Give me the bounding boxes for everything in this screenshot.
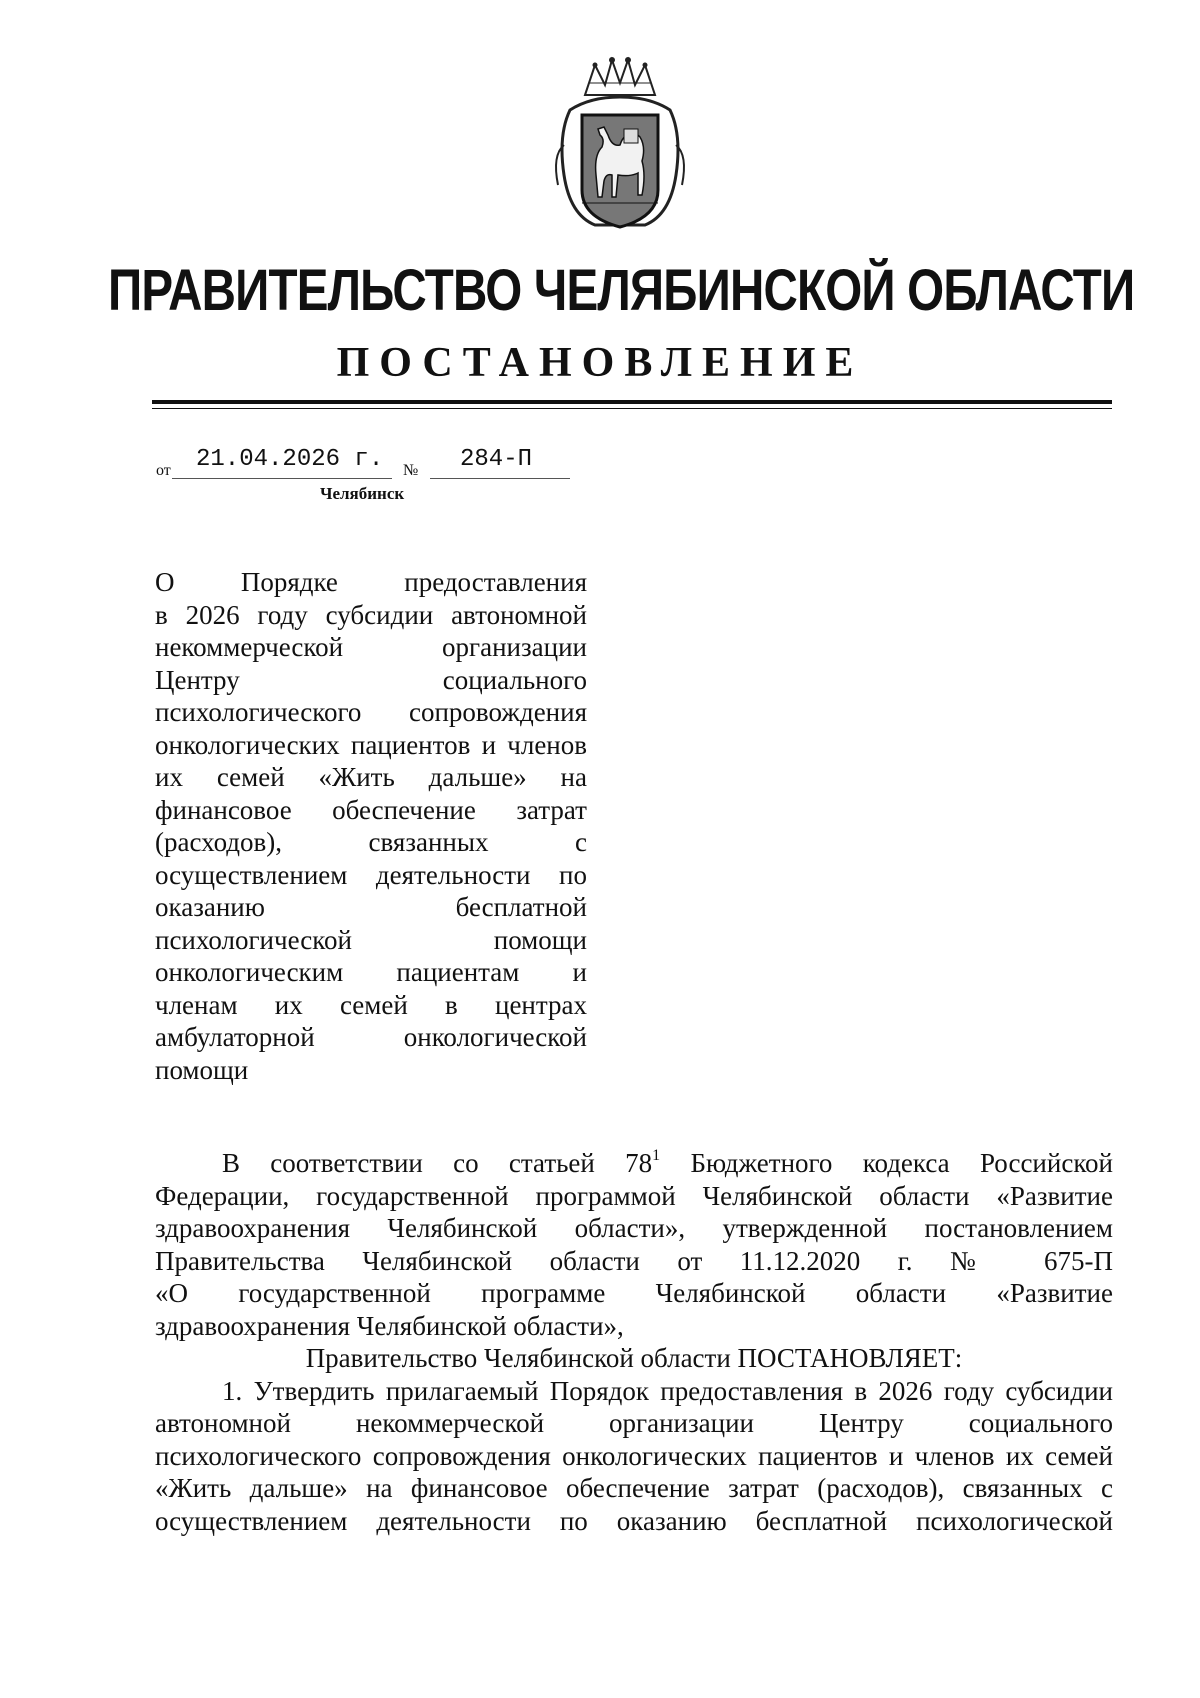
decree-line: Правительство Челябинской области ПОСТАНОВЛЯЕТ:: [305, 1343, 963, 1373]
number-underline: [430, 478, 570, 479]
subject-line: психологического сопровождения: [155, 697, 587, 727]
subject-line: финансовое обеспечение затрат: [155, 794, 587, 825]
subject-line: некоммерческой организации: [155, 632, 587, 662]
body-line: осуществлением деятельности по оказанию бесплатной психологической: [155, 1505, 1113, 1536]
body-line: Правительства Челябинской области от 11.12.2020 г. № 675-П: [155, 1245, 1113, 1276]
from-label: от: [156, 462, 171, 479]
body-line: автономной некоммерческой организации Центру социального: [155, 1408, 1113, 1438]
subject-line: оказанию бесплатной: [155, 892, 587, 922]
document-type: ПОСТАНОВЛЕНИЕ: [336, 340, 864, 386]
header-rule-thick: [152, 400, 1112, 404]
subject-line: их семей «Жить дальше» на: [155, 762, 587, 792]
header-rule-thin: [152, 408, 1112, 409]
body-line: здравоохранения Челябинской области», утвержденной постановлением: [155, 1213, 1113, 1243]
subject-line: Центру социального: [155, 664, 587, 695]
body-text: В соответствии со статьей 78: [222, 1148, 653, 1178]
document-number: 284-П: [460, 446, 533, 473]
chelyabinsk-coat-of-arms-icon: [550, 55, 690, 240]
body-line: [155, 1147, 1113, 1180]
body-line: 1. Утвердить прилагаемый Порядок предоставления в 2026 году субсидии: [222, 1375, 1113, 1406]
document-date: 21.04.2026 г.: [196, 446, 384, 473]
body-line: Федерации, государственной программой Челябинской области «Развитие: [155, 1180, 1113, 1211]
body-line: здравоохранения Челябинской области»,: [155, 1310, 624, 1341]
subject-line: (расходов), связанных с: [155, 827, 587, 857]
government-title: ПРАВИТЕЛЬСТВО ЧЕЛЯБИНСКОЙ ОБЛАСТИ: [108, 258, 1135, 323]
subject-line: осуществлением деятельности по: [155, 859, 587, 890]
city: Челябинск: [320, 484, 405, 503]
body-line: «О государственной программе Челябинской области «Развитие: [155, 1278, 1113, 1308]
body-text: Бюджетного кодекса Российской: [660, 1148, 1114, 1178]
footnote-superscript: 1: [652, 1147, 661, 1164]
document-subject: [155, 566, 587, 1086]
subject-line: психологической помощи: [155, 924, 587, 955]
subject-line: О Порядке предоставления: [155, 567, 587, 597]
body-line: «Жить дальше» на финансовое обеспечение затрат (расходов), связанных с: [155, 1473, 1113, 1503]
subject-line: помощи: [155, 1054, 249, 1085]
subject-line: онкологических пациентов и членов: [155, 729, 587, 760]
subject-line: амбулаторной онкологической: [155, 1022, 587, 1052]
document-body: [155, 1147, 1113, 1537]
subject-line: в 2026 году субсидии автономной: [155, 599, 587, 630]
subject-line: онкологическим пациентам и: [155, 957, 587, 987]
body-line: психологического сопровождения онкологических пациентов и членов их семей: [155, 1440, 1113, 1471]
number-label: №: [403, 462, 419, 479]
date-underline: [172, 478, 392, 479]
subject-line: членам их семей в центрах: [155, 989, 587, 1020]
